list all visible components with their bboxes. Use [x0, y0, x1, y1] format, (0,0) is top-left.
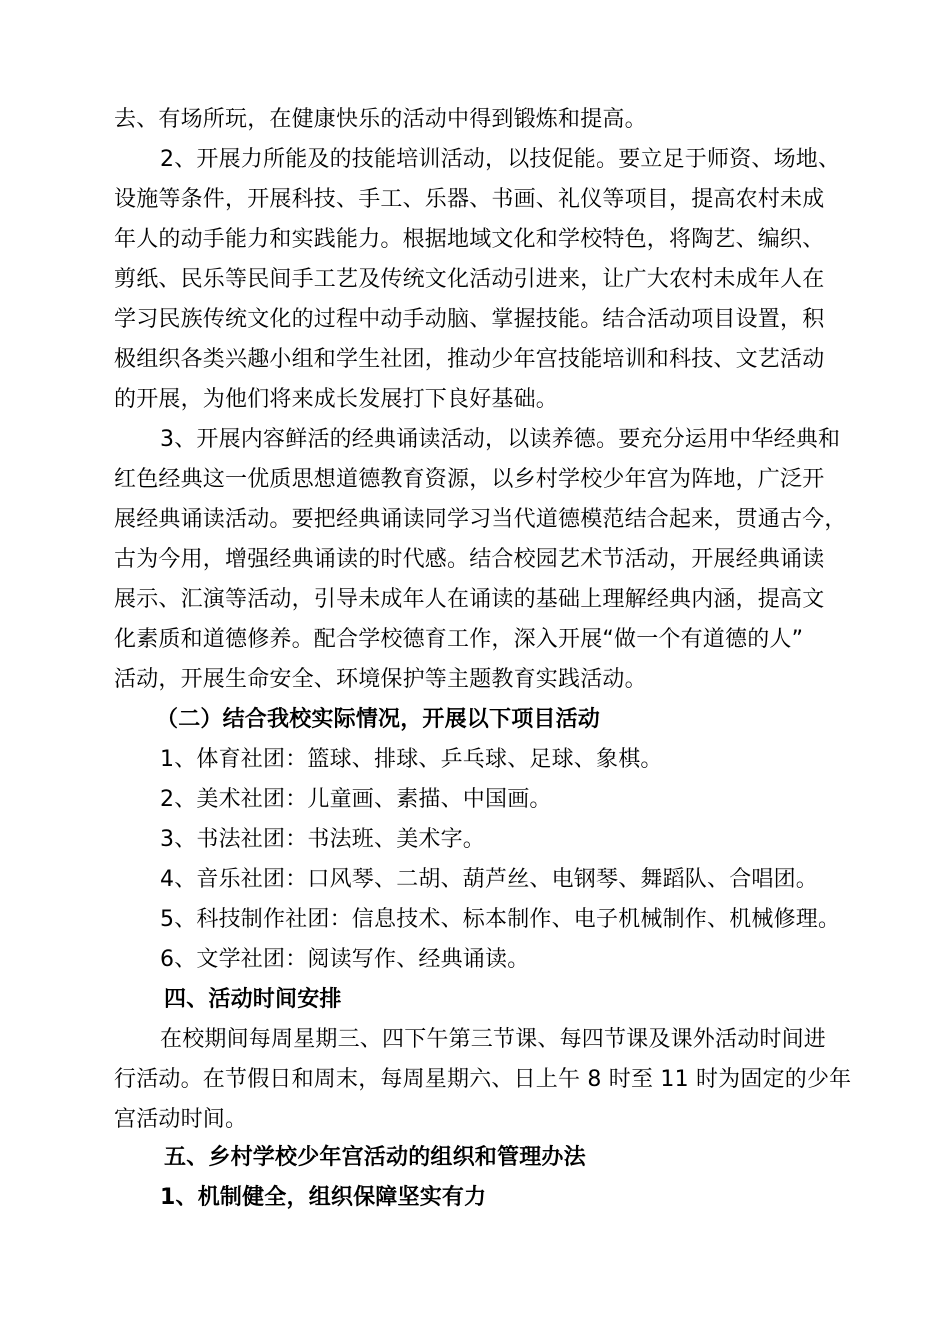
paragraph-line: 年人的动手能力和实践能力。根据地域文化和学校特色，将陶艺、编织、	[114, 227, 825, 252]
paragraph-line: 化素质和道德修养。配合学校德育工作，深入开展“做一个有道德的人”	[114, 627, 804, 652]
paragraph-line: 在校期间每周星期三、四下午第三节课、每四节课及课外活动时间进	[160, 1027, 827, 1052]
paragraph-line: 红色经典这一优质思想道德教育资源，以乡村学校少年宫为阵地，广泛开	[114, 467, 825, 492]
paragraph-line: 展经典诵读活动。要把经典诵读同学习当代道德模范结合起来，贯通古今，	[114, 507, 847, 532]
section-heading: 五、乡村学校少年宫活动的组织和管理办法	[164, 1145, 586, 1170]
paragraph-line: 设施等条件，开展科技、手工、乐器、书画、礼仪等项目，提高农村未成	[114, 187, 825, 212]
list-item: 2、美术社团：儿童画、素描、中国画。	[160, 787, 552, 812]
list-item: 4、音乐社团：口风琴、二胡、葫芦丝、电钢琴、舞蹈队、合唱团。	[160, 867, 818, 892]
section-heading: （二）结合我校实际情况，开展以下项目活动	[156, 707, 601, 732]
list-item: 6、文学社团：阅读写作、经典诵读。	[160, 947, 530, 972]
paragraph-line: 极组织各类兴趣小组和学生社团，推动少年宫技能培训和科技、文艺活动	[114, 347, 825, 372]
paragraph-line: 去、有场所玩，在健康快乐的活动中得到锻炼和提高。	[114, 107, 647, 132]
list-item: 3、书法社团：书法班、美术字。	[160, 827, 485, 852]
section-heading: 四、活动时间安排	[164, 987, 342, 1012]
paragraph-line: 活动，开展生命安全、环境保护等主题教育实践活动。	[114, 667, 647, 692]
list-item: 5、科技制作社团：信息技术、标本制作、电子机械制作、机械修理。	[160, 907, 841, 932]
paragraph-line: 展示、汇演等活动，引导未成年人在诵读的基础上理解经典内涵，提高文	[114, 587, 825, 612]
paragraph-line: 的开展，为他们将来成长发展打下良好基础。	[114, 387, 559, 412]
paragraph-line: 2、开展力所能及的技能培训活动，以技促能。要立足于师资、场地、	[160, 147, 841, 172]
paragraph-line: 剪纸、民乐等民间手工艺及传统文化活动引进来，让广大农村未成年人在	[114, 267, 825, 292]
paragraph-line: 学习民族传统文化的过程中动手动脑、掌握技能。结合活动项目设置，积	[114, 307, 825, 332]
paragraph-line: 古为今用，增强经典诵读的时代感。结合校园艺术节活动，开展经典诵读	[114, 547, 825, 572]
paragraph-line: 3、开展内容鲜活的经典诵读活动，以读养德。要充分运用中华经典和	[160, 427, 841, 452]
paragraph-line: 行活动。在节假日和周末，每周星期六、日上午 8 时至 11 时为固定的少年	[114, 1067, 852, 1092]
subsection-heading: 1、机制健全，组织保障坚实有力	[160, 1185, 487, 1210]
paragraph-line: 宫活动时间。	[114, 1107, 248, 1132]
list-item: 1、体育社团：篮球、排球、乒乓球、足球、象棋。	[160, 747, 663, 772]
